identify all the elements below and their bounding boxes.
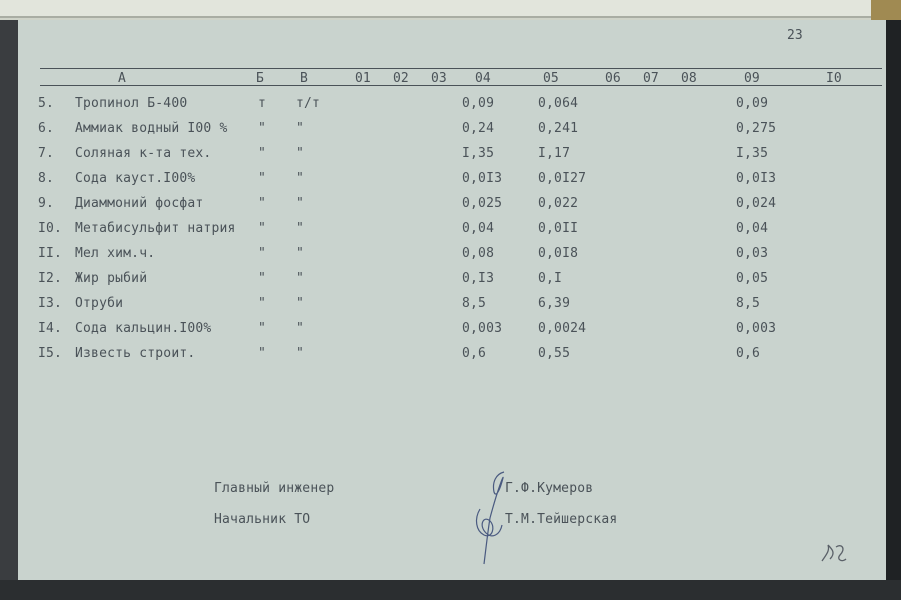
unit-b: " — [258, 246, 267, 261]
value-04: 0,08 — [462, 246, 495, 261]
value-04: 0,09 — [462, 96, 495, 111]
header-top-rule — [40, 68, 882, 69]
table-row — [0, 171, 901, 193]
table-row — [0, 321, 901, 343]
col-header-10: I0 — [826, 71, 842, 86]
unit-v: " — [296, 296, 305, 311]
table-row — [0, 146, 901, 168]
table-row — [0, 196, 901, 218]
unit-b: " — [258, 271, 267, 286]
unit-v: " — [296, 221, 305, 236]
item-name: Сода кальцин.I00% — [75, 321, 212, 336]
unit-v: " — [296, 121, 305, 136]
item-name: Тропинол Б-400 — [75, 96, 188, 111]
value-05: I,17 — [538, 146, 571, 161]
previous-page-edge — [0, 0, 901, 20]
value-05: 0,0024 — [538, 321, 587, 336]
handwritten-page-mark — [816, 535, 850, 569]
table-row — [0, 221, 901, 243]
row-number: I4. — [38, 321, 63, 336]
unit-b: " — [258, 321, 267, 336]
unit-v: " — [296, 346, 305, 361]
value-05: 0,0I27 — [538, 171, 587, 186]
signatory-name: Г.Ф.Кумеров — [505, 481, 594, 496]
value-09: 0,0I3 — [736, 171, 777, 186]
unit-b: " — [258, 171, 267, 186]
col-header-05: 05 — [543, 71, 559, 86]
unit-b: " — [258, 221, 267, 236]
value-04: 0,025 — [462, 196, 503, 211]
value-09: 8,5 — [736, 296, 761, 311]
value-05: 0,I — [538, 271, 563, 286]
value-04: 0,003 — [462, 321, 503, 336]
unit-v: " — [296, 321, 305, 336]
value-09: 0,09 — [736, 96, 769, 111]
unit-v: " — [296, 171, 305, 186]
row-number: 5. — [38, 96, 55, 111]
table-row — [0, 96, 901, 118]
item-name: Сода кауст.I00% — [75, 171, 196, 186]
col-header-v: В — [300, 71, 308, 86]
unit-v: т/т — [296, 96, 321, 111]
col-header-b: Б — [256, 71, 264, 86]
item-name: Мел хим.ч. — [75, 246, 156, 261]
value-05: 0,241 — [538, 121, 579, 136]
signatory-name: Т.М.Тейшерская — [505, 512, 618, 527]
value-09: 0,275 — [736, 121, 777, 136]
value-05: 6,39 — [538, 296, 571, 311]
col-header-07: 07 — [643, 71, 659, 86]
page-fold — [0, 0, 880, 18]
binder-clip — [871, 0, 901, 20]
row-number: I2. — [38, 271, 63, 286]
page-number: 23 — [787, 28, 803, 43]
col-header-a: А — [118, 71, 126, 86]
col-header-01: 01 — [355, 71, 371, 86]
value-04: I,35 — [462, 146, 495, 161]
value-09: 0,05 — [736, 271, 769, 286]
value-09: 0,003 — [736, 321, 777, 336]
signatory-title: Начальник ТО — [214, 512, 311, 527]
table-row — [0, 271, 901, 293]
row-number: 9. — [38, 196, 55, 211]
table-row — [0, 246, 901, 268]
value-09: I,35 — [736, 146, 769, 161]
value-04: 8,5 — [462, 296, 487, 311]
value-09: 0,6 — [736, 346, 761, 361]
value-04: 0,0I3 — [462, 171, 503, 186]
unit-v: " — [296, 146, 305, 161]
value-09: 0,04 — [736, 221, 769, 236]
value-04: 0,6 — [462, 346, 487, 361]
value-09: 0,03 — [736, 246, 769, 261]
item-name: Аммиак водный I00 % — [75, 121, 228, 136]
item-name: Жир рыбий — [75, 271, 148, 286]
col-header-09: 09 — [744, 71, 760, 86]
item-name: Известь строит. — [75, 346, 196, 361]
value-05: 0,022 — [538, 196, 579, 211]
unit-v: " — [296, 271, 305, 286]
unit-b: " — [258, 196, 267, 211]
value-05: 0,0I8 — [538, 246, 579, 261]
background-strip-bottom — [0, 580, 901, 600]
item-name: Диаммоний фосфат — [75, 196, 204, 211]
item-name: Соляная к-та тех. — [75, 146, 212, 161]
value-05: 0,064 — [538, 96, 579, 111]
table-row — [0, 346, 901, 368]
table-row — [0, 296, 901, 318]
table-row — [0, 121, 901, 143]
unit-b: " — [258, 121, 267, 136]
row-number: II. — [38, 246, 63, 261]
col-header-08: 08 — [681, 71, 697, 86]
item-name: Метабисульфит натрия — [75, 221, 236, 236]
signatory-title: Главный инженер — [214, 481, 335, 496]
value-09: 0,024 — [736, 196, 777, 211]
unit-b: т — [258, 96, 267, 111]
handwritten-signature-2 — [470, 505, 506, 545]
row-number: 6. — [38, 121, 55, 136]
col-header-04: 04 — [475, 71, 491, 86]
unit-b: " — [258, 346, 267, 361]
row-number: 8. — [38, 171, 55, 186]
row-number: I3. — [38, 296, 63, 311]
value-04: 0,I3 — [462, 271, 495, 286]
value-05: 0,0II — [538, 221, 579, 236]
unit-b: " — [258, 146, 267, 161]
row-number: 7. — [38, 146, 55, 161]
col-header-06: 06 — [605, 71, 621, 86]
row-number: I0. — [38, 221, 63, 236]
item-name: Отруби — [75, 296, 124, 311]
col-header-02: 02 — [393, 71, 409, 86]
value-05: 0,55 — [538, 346, 571, 361]
row-number: I5. — [38, 346, 63, 361]
unit-b: " — [258, 296, 267, 311]
value-04: 0,04 — [462, 221, 495, 236]
unit-v: " — [296, 196, 305, 211]
col-header-03: 03 — [431, 71, 447, 86]
value-04: 0,24 — [462, 121, 495, 136]
unit-v: " — [296, 246, 305, 261]
